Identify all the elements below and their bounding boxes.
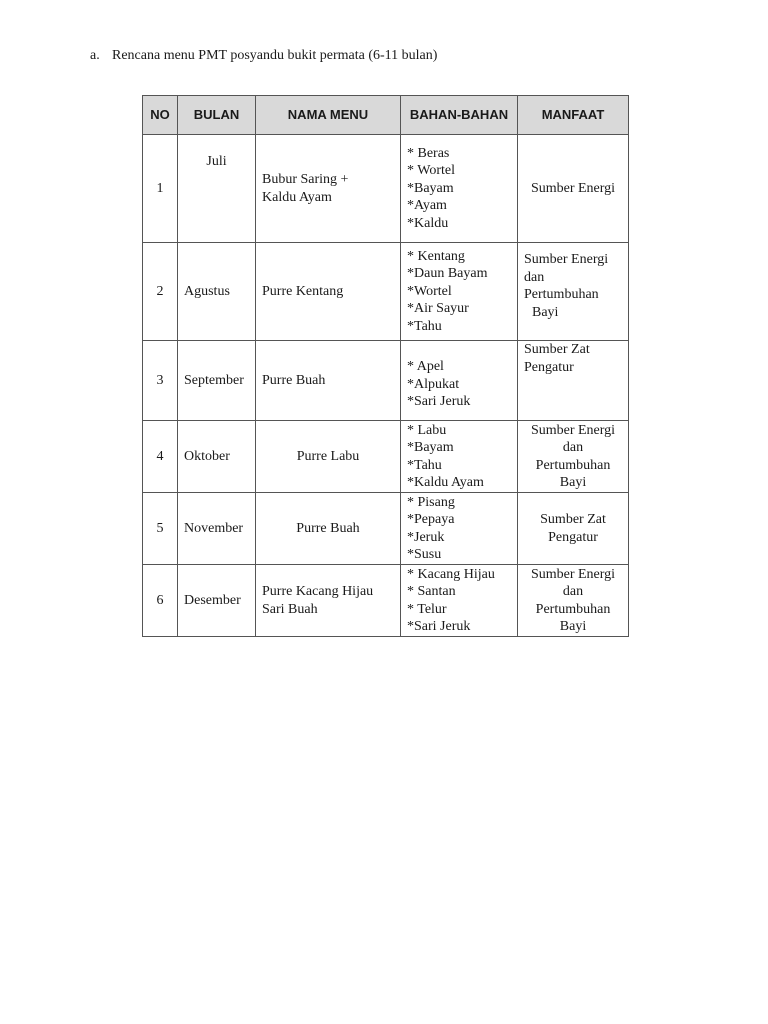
table-row — [143, 135, 629, 243]
cell-menu — [256, 493, 401, 565]
header-manfaat: MANFAAT — [518, 96, 629, 135]
cell-manfaat — [518, 243, 629, 341]
cell-bulan: Juli — [178, 135, 256, 243]
cell-manfaat — [518, 421, 629, 493]
table-row — [143, 565, 629, 637]
cell-menu — [256, 565, 401, 637]
menu-line: Purre Kentang — [262, 283, 344, 299]
menu-line: Sari Buah — [262, 601, 318, 617]
document-heading — [90, 48, 437, 64]
manfaat-line: Bayi — [532, 304, 559, 320]
table-row — [143, 493, 629, 565]
cell-no: 2 — [143, 243, 178, 341]
ingredient: * Beras — [407, 145, 450, 161]
cell-bahan — [401, 421, 518, 493]
cell-menu — [256, 243, 401, 341]
cell-menu — [256, 341, 401, 421]
ingredient: *Alpukat — [407, 376, 460, 392]
ingredient: * Kentang — [407, 248, 465, 264]
manfaat-line: Sumber Energi — [530, 566, 616, 582]
cell-bulan: November — [178, 493, 256, 565]
cell-menu — [256, 135, 401, 243]
manfaat-line: Sumber Zat — [540, 512, 606, 527]
manfaat-line: Bayi — [559, 475, 587, 490]
cell-bulan: Desember — [178, 565, 256, 637]
cell-bulan: September — [178, 341, 256, 421]
header-nama-menu: NAMA MENU — [256, 96, 401, 135]
ingredient: *Bayam — [407, 180, 454, 196]
cell-no: 5 — [143, 493, 178, 565]
menu-line: Bubur Saring + — [262, 172, 349, 187]
header-bahan-bahan: BAHAN-BAHAN — [401, 96, 518, 135]
manfaat-line: dan — [562, 584, 584, 599]
table-row — [143, 243, 629, 341]
cell-bulan: Agustus — [178, 243, 256, 341]
menu-line: Kaldu Ayam — [262, 189, 332, 205]
menu-line: Purre Kacang Hijau — [262, 584, 374, 599]
cell-bahan — [401, 135, 518, 243]
ingredient: *Kaldu Ayam — [407, 475, 484, 490]
ingredient: *Kaldu — [407, 215, 449, 231]
cell-manfaat — [518, 135, 629, 243]
table-header-row — [143, 96, 629, 135]
manfaat-line: dan — [524, 269, 545, 285]
ingredient: *Air Sayur — [407, 301, 469, 317]
cell-menu — [256, 421, 401, 493]
manfaat-line: Pengatur — [524, 359, 574, 375]
ingredient: *Tahu — [407, 457, 442, 473]
table-row — [143, 421, 629, 493]
cell-manfaat — [518, 565, 629, 637]
cell-manfaat — [518, 493, 629, 565]
manfaat-line: Pertumbuhan — [535, 601, 611, 617]
ingredient: * Wortel — [407, 163, 455, 179]
manfaat-line: Sumber Energi — [524, 252, 609, 267]
ingredient: * Kacang Hijau — [407, 566, 495, 582]
ingredient: * Pisang — [407, 494, 455, 510]
ingredient: *Sari Jeruk — [407, 394, 471, 410]
ingredient: *Daun Bayam — [407, 266, 488, 282]
menu-line: Purre Buah — [296, 520, 360, 536]
manfaat-line: Sumber Zat — [524, 342, 590, 357]
cell-no: 3 — [143, 341, 178, 421]
ingredient: * Labu — [407, 422, 447, 438]
manfaat-line: Pertumbuhan — [524, 287, 599, 302]
cell-no: 4 — [143, 421, 178, 493]
cell-no: 1 — [143, 135, 178, 243]
cell-bahan — [401, 565, 518, 637]
ingredient: *Susu — [407, 547, 442, 562]
cell-bulan: Oktober — [178, 421, 256, 493]
list-marker: a. — [90, 48, 100, 63]
ingredient: * Apel — [407, 359, 444, 375]
cell-no: 6 — [143, 565, 178, 637]
ingredient: * Santan — [407, 584, 456, 599]
header-no: NO — [143, 96, 178, 135]
ingredient: *Wortel — [407, 283, 452, 299]
manfaat-line: Sumber Energi — [530, 180, 616, 196]
manfaat-line: dan — [562, 440, 584, 455]
menu-line: Purre Labu — [296, 448, 360, 464]
ingredient: * Telur — [407, 601, 447, 617]
manfaat-line: Bayi — [559, 619, 587, 634]
manfaat-line: Sumber Energi — [530, 422, 616, 438]
ingredient: *Tahu — [407, 318, 442, 334]
manfaat-line: Pengatur — [548, 529, 598, 545]
ingredient: *Pepaya — [407, 512, 455, 527]
heading-text: Rencana menu PMT posyandu bukit permata (6-11 bulan) — [112, 48, 438, 63]
menu-line: Purre Buah — [262, 372, 326, 388]
ingredient: *Sari Jeruk — [407, 619, 471, 634]
ingredient: *Ayam — [407, 198, 447, 214]
manfaat-line: Pertumbuhan — [535, 457, 611, 473]
cell-manfaat — [518, 341, 629, 421]
header-bulan: BULAN — [178, 96, 256, 135]
table-row — [143, 341, 629, 421]
cell-bahan — [401, 243, 518, 341]
cell-bahan — [401, 493, 518, 565]
menu-plan-table — [142, 95, 629, 637]
ingredient: *Bayam — [407, 440, 454, 455]
ingredient: *Jeruk — [407, 529, 445, 545]
cell-bahan — [401, 341, 518, 421]
